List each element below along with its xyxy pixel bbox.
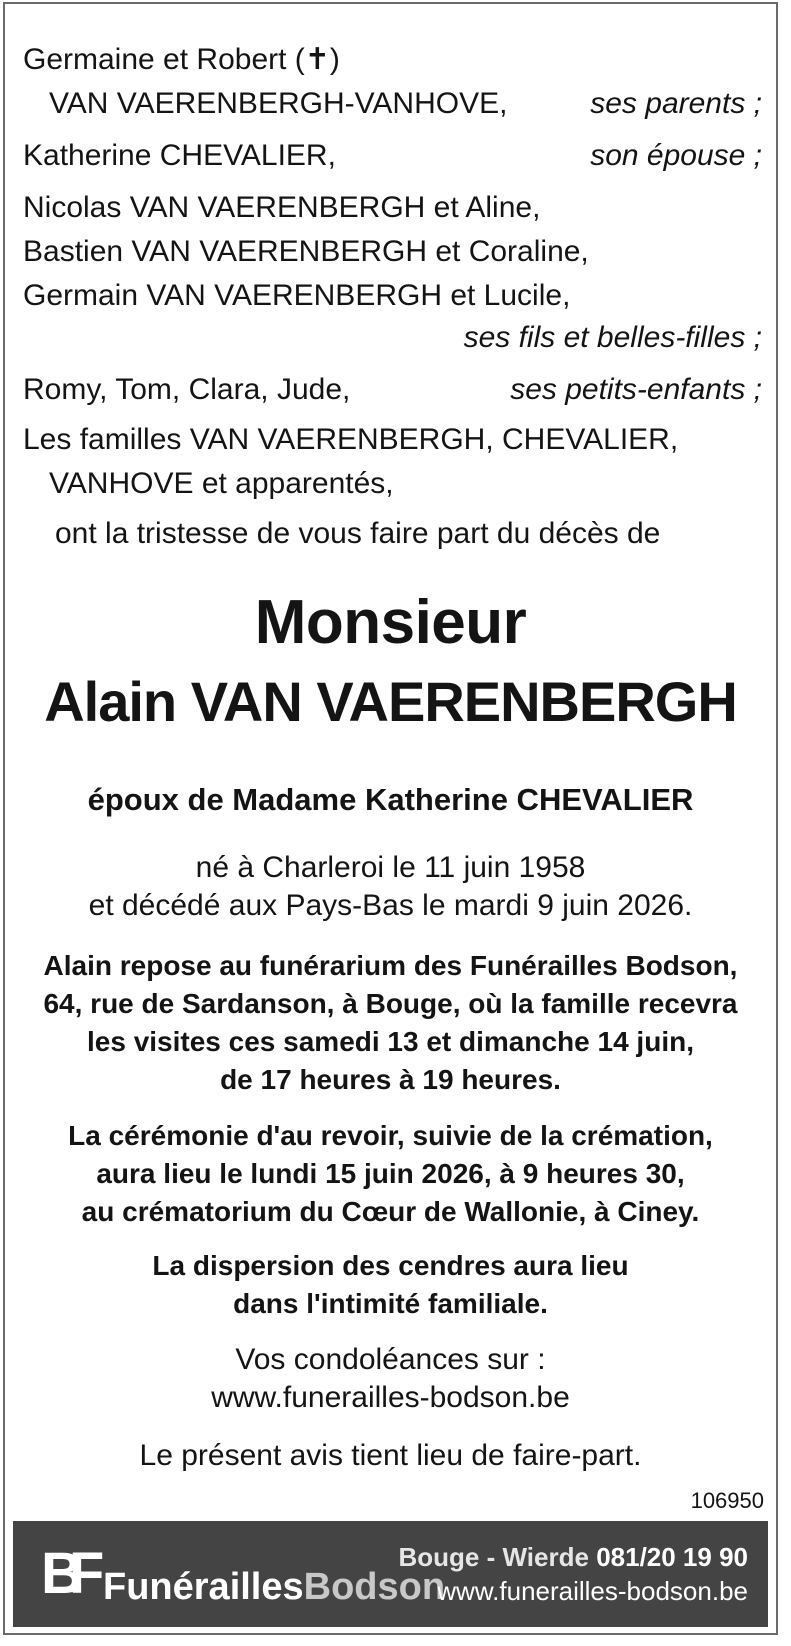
grandchildren-names: Romy, Tom, Clara, Jude, — [23, 373, 351, 406]
visitation-line-3: les visites ces samedi 13 et dimanche 14 juin, — [87, 1026, 694, 1057]
son-line-3: Germain VAN VAERENBERGH et Lucile, — [23, 279, 571, 312]
died-line: et décédé aux Pays-Bas le mardi 9 juin 2026. — [88, 889, 693, 922]
deceased-name: Alain VAN VAERENBERGH — [44, 670, 737, 733]
grandchildren-role: ses petits-enfants ; — [510, 373, 762, 406]
spouse-line — [5, 138, 776, 174]
spouse-name: Katherine CHEVALIER, — [23, 139, 336, 172]
parents-role: ses parents ; — [590, 87, 762, 120]
visitation-line-1: Alain repose au funérarium des Funérailles Bodson, — [43, 950, 738, 981]
notice-text: Le présent avis tient lieu de faire-part. — [139, 1439, 642, 1472]
son-line-1: Nicolas VAN VAERENBERGH et Aline, — [23, 191, 541, 224]
deceased-title: Monsieur — [254, 588, 527, 657]
ceremony-line-2: aura lieu le lundi 15 juin 2026, à 9 heures 30, — [96, 1158, 685, 1189]
dispersion-line-1: La dispersion des cendres aura lieu — [152, 1250, 629, 1281]
footer-website-link[interactable]: www.funerailles-bodson.be — [437, 1576, 748, 1606]
spouse-role: son épouse ; — [590, 139, 762, 172]
parents-name: VAN VAERENBERGH-VANHOVE, — [49, 87, 508, 120]
locations: Bouge - Wierde — [398, 1542, 589, 1572]
dispersion-line-2: dans l'intimité familiale. — [233, 1288, 548, 1319]
visitation-line-2: 64, rue de Sardanson, à Bouge, où la famille recevra — [43, 988, 738, 1019]
brand-name — [103, 1565, 445, 1609]
ceremony-line-3: au crématorium du Cœur de Wallonie, à Ciney. — [81, 1196, 700, 1227]
announcement: ont la tristesse de vous faire part du décès de — [55, 517, 661, 550]
bodson-logo-icon: BF — [41, 1541, 91, 1606]
ceremony-line-1: La cérémonie d'au revoir, suivie de la crémation, — [68, 1120, 713, 1151]
parents-line-2 — [5, 86, 776, 122]
spouse-of: époux de Madame Katherine CHEVALIER — [87, 782, 694, 817]
obituary-notice — [3, 2, 778, 1635]
born-line: né à Charleroi le 11 juin 1958 — [195, 851, 586, 884]
condolences-link[interactable]: www.funerailles-bodson.be — [211, 1381, 570, 1414]
parents-line-1: Germaine et Robert (✝) — [23, 43, 340, 76]
footer-banner — [13, 1521, 768, 1627]
phone-number[interactable]: 081/20 19 90 — [596, 1542, 748, 1572]
brand-part-1: Funérailles — [103, 1566, 304, 1608]
families-line-2: VANHOVE et apparentés, — [49, 467, 394, 500]
brand-part-2: Bodson — [303, 1566, 446, 1608]
visitation-line-4: de 17 heures à 19 heures. — [220, 1064, 561, 1095]
contact-line — [399, 1541, 749, 1573]
sons-role: ses fils et belles-filles ; — [463, 321, 762, 354]
grandchildren-line — [5, 372, 776, 408]
families-line-1: Les familles VAN VAERENBERGH, CHEVALIER, — [23, 423, 679, 456]
son-line-2: Bastien VAN VAERENBERGH et Coraline, — [23, 235, 589, 268]
reference-number: 106950 — [690, 1488, 764, 1513]
condolences-label: Vos condoléances sur : — [235, 1343, 546, 1376]
